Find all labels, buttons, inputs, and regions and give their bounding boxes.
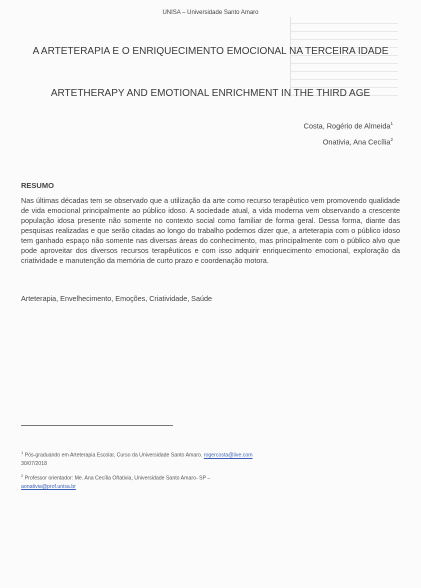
footnote-email-link[interactable]: rogercosta@live.com [203,452,253,459]
title-portuguese: A ARTETERAPIA E O ENRIQUECIMENTO EMOCIONAL NA TERCEIRA IDADE [32,46,389,57]
author-1 [304,121,393,130]
abstract-body: Nas últimas décadas tem se observado que a utilização da arte como recurso terapêutico vem promovendo qualidade de vida emocional principalmente ao público idoso. A sociedade atual, a vida moderna vem observando a crescente população idosa presente não somente no contexto social como familiar de forma geral. Dessa forma, diante das pesquisas realizadas e que serão citadas ao longo do trabalho podemos dizer que, a arteterapia com o público idoso tem ganhado espaço não somente nas diversas áreas do conhecimento, mas principalmente com o público alvo que pode aproveitar dos diversos recursos terapêuticos e com isso adquirir enriquecimento emocional, exploração da criatividade e manutenção da memória de curto prazo e coordenação motora. [21,196,400,265]
footnote-date: 30/07/2018 [21,460,47,467]
footnote-divider [21,425,173,426]
author-marker: 2 [390,137,393,142]
author-2 [323,137,393,146]
author-name: Costa, Rogério de Almeida [303,121,391,131]
keywords: Arteterapia, Envelhecimento, Emoções, Criatividade, Saúde [21,294,212,303]
footnote-text: Pós-graduando em Arteterapia Escolar, Curso da Universidade Santo Amaro. [24,452,203,459]
author-name: Onativia, Ana Cecília [322,137,391,147]
footnote-text: Professor orientador: Me. Ana Cecília Oñativia, Universidade Santo Amaro- SP – [24,475,211,482]
abstract-heading: RESUMO [21,181,54,190]
footnote-email-link[interactable]: aonativia@prof.unisa.br [21,483,76,490]
footnote-1 [21,449,366,468]
footnote-marker: 1 [21,450,24,455]
title-english: ARTETHERAPY AND EMOTIONAL ENRICHMENT IN THE THIRD AGE [50,88,371,99]
page-header: UNISA – Universidade Santo Amaro [162,10,259,16]
footnote-marker: 2 [21,473,24,478]
author-marker: 1 [390,121,393,126]
footnote-2 [21,472,366,491]
